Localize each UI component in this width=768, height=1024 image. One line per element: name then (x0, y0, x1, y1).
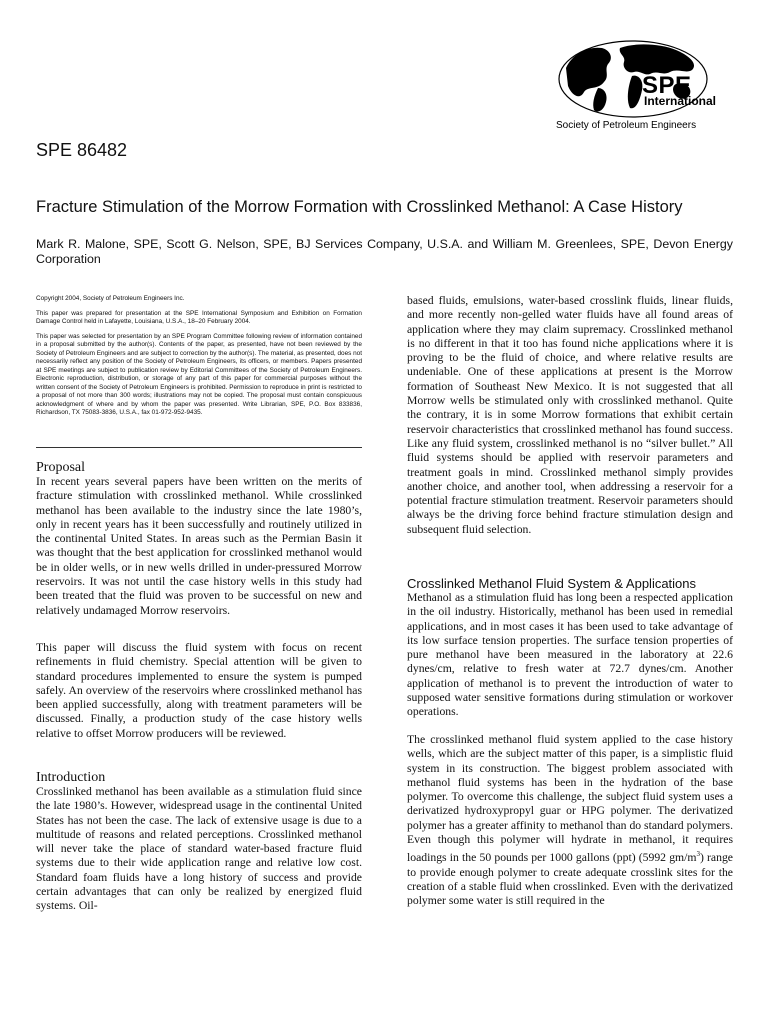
society-name: Society of Petroleum Engineers (556, 120, 697, 131)
unit-superscript: 3 (696, 850, 700, 859)
review-disclaimer: This paper was selected for presentation by an SPE Program Committee following review of information contained in a proposal submitted by the author(s). Contents of the paper, as presented, have not been reviewed by the Society of Petroleum Engineers and are subject to correction by the author(s). The material, as presented, does not necessarily reflect any position of the Society of Petroleum Engineers, its officers, or members. Papers presented at SPE meetings are subject to publication review by Editorial Committees of the Society of Petroleum Engineers. Electronic reproduction, distribution, or storage of any part of this paper for commercial purposes without the written consent of the Society of Petroleum Engineers is prohibited. Permission to reproduce in print is restricted to a proposal of not more than 300 words; illustrations may not be copied. The proposal must contain conspicuous acknowledgment of where and by whom the paper was presented. Write Librarian, SPE, P.O. Box 833836, Richardson, TX 75083-3836, U.S.A., fax 01-972-952-9435. (36, 332, 362, 416)
logo-international-text: International (644, 94, 717, 108)
proposal-paragraph-2: This paper will discuss the fluid system with focus on recent refinements in fluid chemistry. Special attention will be given to standard procedures implemented to ensure the system is pumped safely. An overview of the reservoirs where crosslinked methanol has been applied successfully, along with treatment parameters will be discussed. Finally, a production study of the case history wells relative to offset Morrow producers will be reviewed. (36, 641, 362, 740)
fluid-system-paragraph-2-part-a: The crosslinked methanol fluid system applied to the case history wells, which are the subject matter of this paper, is a simplistic fluid system in its construction. The biggest problem associated with methanol fluid systems has been in the hydration of the base polymer. To overcome this challenge, the subject fluid system uses a derivatized hydroxypropyl guar or HPG polymer. The derivatized polymer has a greater affinity to methanol than do standard polymers. Even though this polymer will hydrate in methanol, it requires loadings in the 50 pounds per 1000 gallons (ppt) (5992 gm/m (407, 733, 733, 865)
section-heading-fluid-system: Crosslinked Methanol Fluid System & Applications (407, 576, 697, 591)
copyright-line: Copyright 2004, Society of Petroleum Engineers Inc. (36, 295, 185, 302)
proposal-paragraph-1: In recent years several papers have been written on the merits of fracture stimulation with crosslinked methanol. While crosslinked methanol has been available to the industry since the late 1980’s, only in recent years has it been successfully and routinely utilized in the continental United States. In areas such as the Permian Basin it was thought that the best application for crosslinked methanol would be in older wells, or in new wells drilled in under-pressured Morrow reservoirs. It was not until the case history wells in this study had been treated that the fluid was proven to be successful on new and relatively undamaged Morrow reservoirs. (36, 475, 362, 617)
presentation-note: This paper was prepared for presentation at the SPE International Symposium and Exhibition on Formation Damage Control held in Lafayette, Louisiana, U.S.A., 18–20 February 2004. (36, 309, 362, 325)
section-heading-introduction: Introduction (36, 770, 106, 785)
introduction-paragraph-1-continued: based fluids, emulsions, water-based crosslink fluids, linear fluids, and more recently non-gelled water fluids have all found areas of application where they may claim supremacy. Crosslinked methanol is no different in that it too has found niche applications where it is proving to be the fluid of choice, and where relative results are undeniable. One of these applications at present is the Morrow formation of Southeast New Mexico. It is not suggested that all Morrow wells be stimulated only with crosslinked methanol. Quite the contrary, it is in some Morrow formations that exhibit certain reservoir characteristics that crosslinked methanol has found success. Like any fluid system, crosslinked methanol is no “silver bullet.” All fluid systems should be applied with reservoir parameters and treatment goals in mind. Crosslinked methanol simply provides another choice, and another tool, when addressing a reservoir for a potential fracture stimulation treatment. Reservoir parameters should always be the driving force behind fracture stimulation design and subsequent fluid selection. (407, 294, 733, 536)
paper-title: Fracture Stimulation of the Morrow Formation with Crosslinked Methanol: A Case History (36, 198, 683, 216)
fluid-system-paragraph-2 (407, 733, 733, 908)
introduction-paragraph-1: Crosslinked methanol has been available as a stimulation fluid since the late 1980’s. However, widespread usage in the continental United States has not been the case. The lack of extensive usage is due to a multitude of reasons and related perceptions. Crosslinked methanol will never take the place of standard water-based fracture fluid systems due to their wide application range and relative low cost. Standard foam fluids have a long history of success and provide certain advantages that can only be realized by energized fluid systems. Oil- (36, 785, 362, 913)
spe-logo (546, 40, 746, 136)
section-heading-proposal: Proposal (36, 460, 85, 475)
author-list: Mark R. Malone, SPE, Scott G. Nelson, SPE, BJ Services Company, U.S.A. and William M. Greenlees, SPE, Devon Energy Corporation (36, 237, 733, 266)
fluid-system-paragraph-1: Methanol as a stimulation fluid has long been a respected application in the oil industry. Historically, methanol has been used in remedial applications, and in most cases it has been used to take advantage of its low surface tension properties. The surface tension properties of pure methanol have been measured in the laboratory at 22.6 dynes/cm, relative to fresh water at 72.7 dynes/cm. Another application of methanol is to prevent the introduction of water to supposed water sensitive formations during stimulation or workover operations. (407, 591, 733, 719)
paper-number: SPE 86482 (36, 140, 128, 160)
copyright-notice (36, 295, 362, 424)
logo-spe-text: SPE (642, 72, 692, 99)
copyright-divider (36, 447, 362, 448)
fluid-system-paragraph-2-part-b: ) range to provide enough polymer to create adequate crosslink sites for the creation of a stable fluid when crosslinked. Even with the derivatized polymer some water is still required in the (407, 851, 733, 908)
